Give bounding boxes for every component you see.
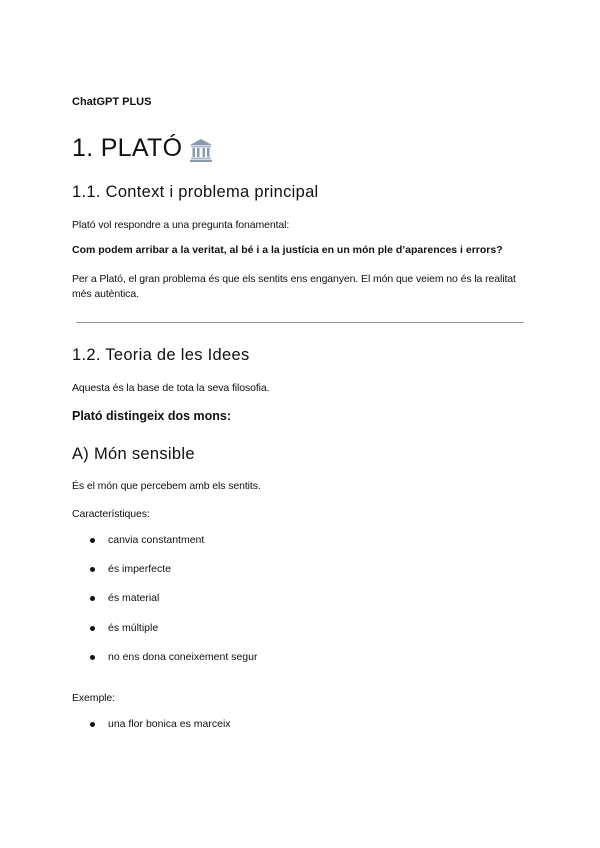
page-title-text: 1. PLATÓ (72, 134, 183, 162)
list-item-text: no ens dona coneixement segur (108, 651, 258, 663)
list-item-text: és material (108, 592, 160, 604)
horizontal-rule (76, 322, 524, 323)
section-heading-a: A) Món sensible (72, 445, 195, 463)
list-item-text: una flor bonica es marceix (108, 718, 231, 730)
section-1-1-paragraph: Per a Plató, el gran problema és que els sentits ens enganyen. El món que veiem no és la realitat més autèntica. (72, 273, 516, 300)
bullet-icon (90, 538, 95, 543)
section-1-2-subheading: Plató distingeix dos mons: (72, 409, 232, 423)
bullet-icon (90, 596, 95, 601)
list-item-text: és múltiple (108, 622, 159, 634)
section-1-2-intro: Aquesta és la base de tota la seva filosofia. (72, 382, 270, 394)
section-a-intro: És el món que percebem amb els sentits. (72, 480, 261, 492)
section-1-1-intro: Plató vol respondre a una pregunta fonamental: (72, 219, 290, 231)
section-heading-1-1: 1.1. Context i problema principal (72, 183, 319, 201)
bullet-icon (90, 722, 95, 727)
list-item (90, 718, 231, 730)
bullet-icon (90, 567, 95, 572)
list-item (90, 534, 204, 546)
bullet-icon (90, 626, 95, 631)
classical-building-icon (188, 137, 214, 163)
bullet-icon (90, 655, 95, 660)
page-title (72, 134, 214, 163)
section-heading-1-2: 1.2. Teoria de les Idees (72, 346, 250, 364)
section-1-1-question: Com podem arribar a la veritat, al bé i a la justícia en un món ple d’aparences i errors? (72, 244, 503, 256)
list-item (90, 651, 257, 663)
list-item (90, 622, 158, 634)
example-label: Exemple: (72, 692, 115, 704)
characteristics-label: Característiques: (72, 508, 150, 520)
header-label: ChatGPT PLUS (72, 96, 152, 108)
list-item (90, 592, 159, 604)
list-item-text: canvia constantment (108, 534, 205, 546)
list-item-text: és imperfecte (108, 563, 172, 575)
list-item (90, 563, 171, 575)
